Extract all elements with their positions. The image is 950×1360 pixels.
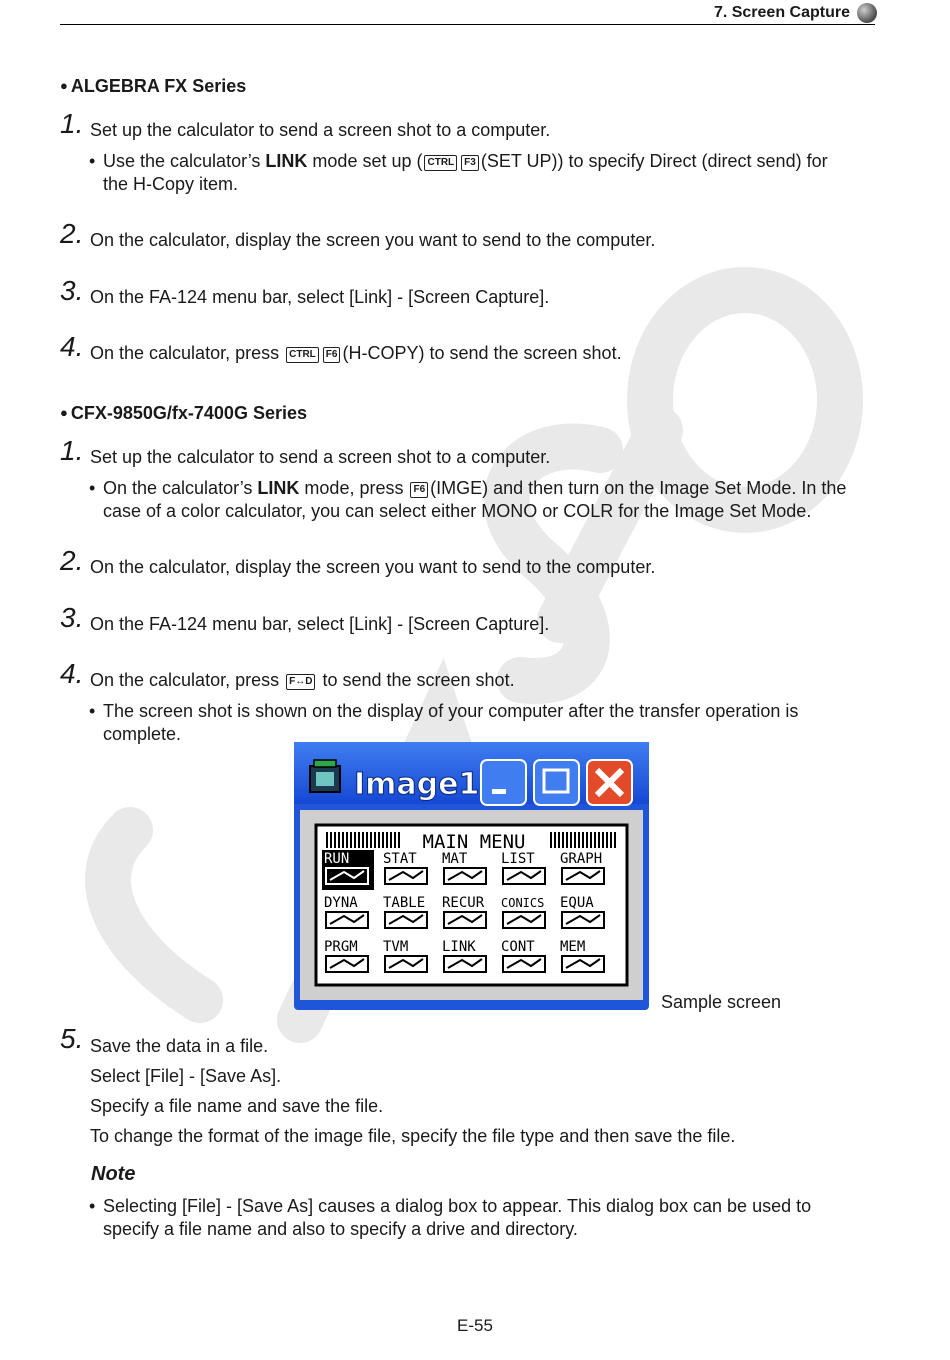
step-text: [90, 343, 622, 364]
section-title-cfx: ● CFX-9850G/fx-7400G Series: [60, 403, 307, 424]
bullet-dot: •: [89, 151, 96, 171]
bullet-dot: •: [89, 1196, 96, 1216]
bullet-text: specify a file name and also to specify a drive and directory.: [103, 1219, 578, 1239]
header-rule: [60, 24, 875, 25]
step-text-part: (H-COPY) to send the screen shot.: [342, 343, 622, 363]
svg-text:PRGM: PRGM: [324, 939, 358, 955]
svg-text:EQUA: EQUA: [560, 895, 594, 911]
ctrl-key-icon: CTRL: [424, 155, 457, 171]
step-text: Save the data in a file.: [90, 1036, 269, 1056]
svg-text:LIST: LIST: [501, 851, 535, 867]
step-number: 2.: [60, 545, 84, 576]
svg-text:TVM: TVM: [383, 939, 409, 955]
svg-text:CONT: CONT: [501, 939, 535, 955]
sample-screen-image: [294, 742, 649, 1010]
bullet-text: mode, press: [299, 478, 409, 498]
bullet-text: the H-Copy item.: [103, 174, 239, 194]
svg-text:LINK: LINK: [442, 939, 476, 955]
step-text: On the calculator, display the screen you want to send to the computer.: [90, 230, 656, 250]
sample-screen-caption: Sample screen: [661, 992, 782, 1012]
bullet-text: Use the calculator’s: [103, 151, 266, 171]
window-icon: [310, 760, 340, 792]
step-number: 5.: [60, 1023, 84, 1054]
step-number: 3.: [60, 602, 84, 633]
svg-text:STAT: STAT: [383, 851, 417, 867]
page-number: E-55: [457, 1316, 493, 1335]
svg-text:RECUR: RECUR: [442, 895, 485, 911]
close-button: [587, 760, 632, 805]
f-d-key-icon: F↔D: [286, 674, 315, 690]
bullet-dot: •: [89, 478, 96, 498]
step-text: [90, 670, 515, 691]
bullet-text: complete.: [103, 724, 182, 744]
step-number: 3.: [60, 275, 84, 306]
minimize-button: [481, 760, 526, 805]
step-text: Set up the calculator to send a screen shot to a computer.: [90, 120, 551, 140]
bullet-text: Selecting [File] - [Save As] causes a dialog box to appear. This dialog box can be used to: [103, 1196, 812, 1216]
f6-key-icon: F6: [323, 347, 341, 363]
step-bullet: [89, 700, 889, 746]
step-number: 1.: [60, 108, 84, 139]
step-text: On the FA-124 menu bar, select [Link] - [Screen Capture].: [90, 287, 550, 307]
svg-text:MEM: MEM: [560, 939, 586, 955]
step-number: 1.: [60, 435, 84, 466]
step-text-part: On the calculator, press: [90, 343, 285, 363]
ctrl-key-icon: CTRL: [286, 347, 319, 363]
step-text: On the calculator, display the screen you want to send to the computer.: [90, 557, 656, 577]
bullet-dot: •: [89, 701, 96, 721]
f6-key-icon: F6: [410, 482, 428, 498]
bullet-text: mode set up (: [307, 151, 423, 171]
step-text-part: On the calculator, press: [90, 670, 285, 690]
svg-text:CONICS: CONICS: [501, 896, 545, 910]
svg-text:TABLE: TABLE: [383, 895, 426, 911]
step-number: 4.: [60, 331, 84, 362]
section-title-algebra: ● ALGEBRA FX Series: [60, 76, 246, 97]
bullet-text: (SET UP)) to specify Direct (direct send) for: [480, 151, 828, 171]
header-title: 7. Screen Capture: [713, 4, 850, 21]
svg-text:GRAPH: GRAPH: [560, 851, 603, 867]
step-text: To change the format of the image file, specify the file type and then save the file.: [90, 1126, 736, 1146]
menu-hatch-right: [548, 832, 618, 848]
step-text: On the FA-124 menu bar, select [Link] - [Screen Capture].: [90, 614, 550, 634]
svg-text:DYNA: DYNA: [324, 895, 358, 911]
step-text: Set up the calculator to send a screen shot to a computer.: [90, 447, 551, 467]
svg-text:MAT: MAT: [442, 851, 468, 867]
maximize-button: [534, 760, 579, 805]
header-dot-icon: [857, 3, 877, 23]
note-title: Note: [91, 1163, 136, 1185]
svg-text:RUN: RUN: [324, 851, 350, 867]
step-bullet: [89, 150, 889, 196]
step-number: 2.: [60, 218, 84, 249]
calc-icon-run: [322, 850, 374, 890]
step-number: 4.: [60, 658, 84, 689]
menu-hatch-left: [324, 832, 402, 848]
f3-key-icon: F3: [461, 155, 479, 171]
bullet-text: (IMGE) and then turn on the Image Set Mode. In the: [430, 478, 847, 498]
bullet-bold: LINK: [265, 151, 308, 171]
step-bullet: [89, 477, 889, 523]
note-bullet: [89, 1195, 889, 1241]
step-text: Select [File] - [Save As].: [90, 1066, 282, 1086]
main-menu-title: MAIN MENU: [422, 831, 526, 853]
bullet-text: case of a color calculator, you can select either MONO or COLR for the Image Set Mode.: [103, 501, 812, 521]
bullet-bold: LINK: [257, 478, 300, 498]
step-text-part: to send the screen shot.: [317, 670, 515, 690]
bullet-text: On the calculator’s: [103, 478, 258, 498]
bullet-text: The screen shot is shown on the display of your computer after the transfer operation is: [103, 701, 799, 721]
window-title: Image1: [354, 767, 480, 802]
step-text: Specify a file name and save the file.: [90, 1096, 384, 1116]
